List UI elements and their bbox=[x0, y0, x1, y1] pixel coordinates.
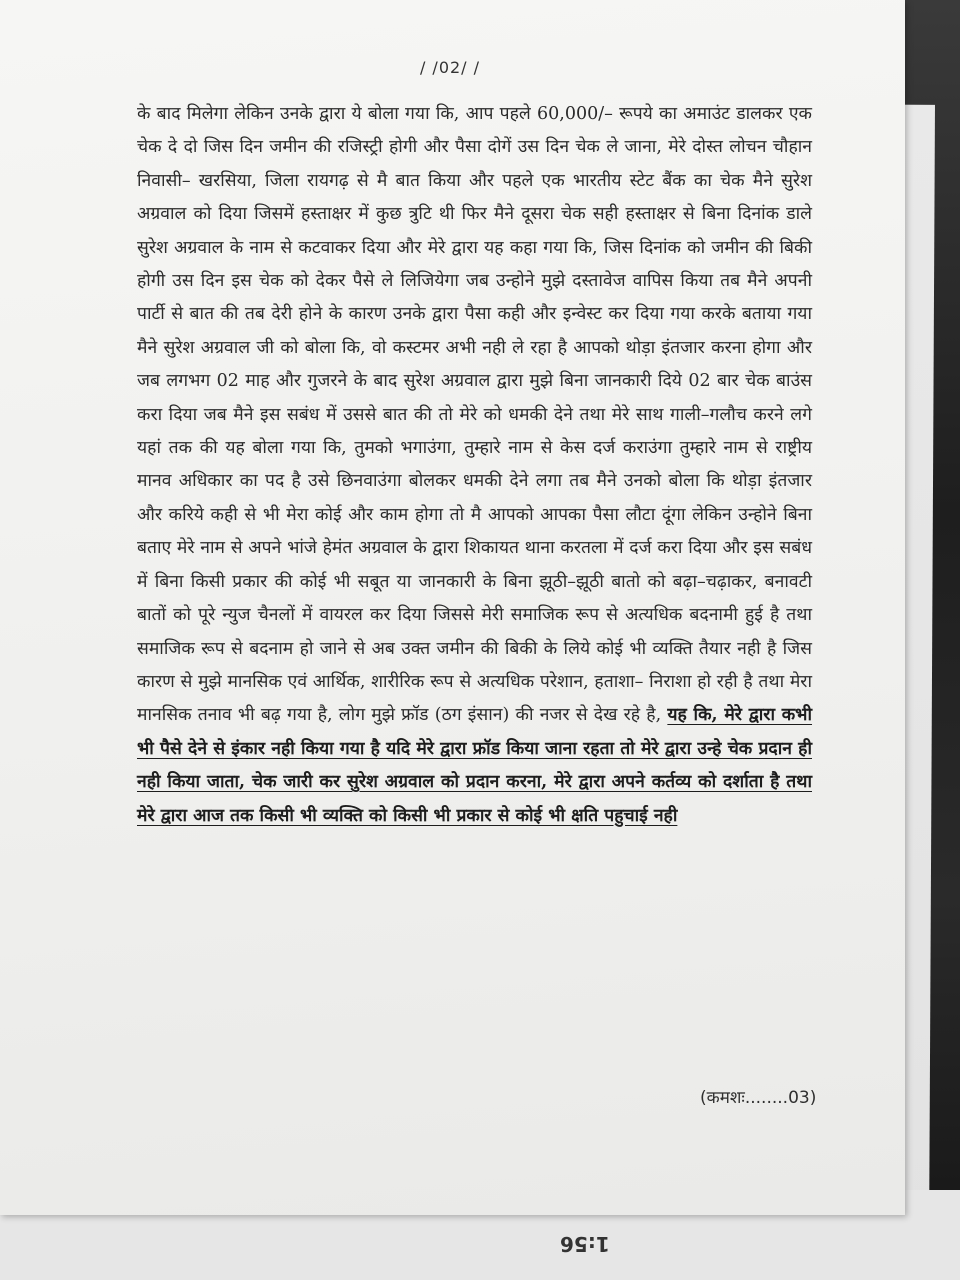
body-underlined-text: यह कि, मेरे द्वारा कभी भी पैसे देने से इंकार नही किया गया है यदि मेरे द्वारा फ्रॉड किया जाना रहता तो मेरे द्वारा उन्हे चेक प्रदान ही नही किया जाता, चेक जारी कर सुरेश अग्रवाल को प्रदान करना, मेरे द्वारा अपने कर्तव्य को दर्शाता है तथा मेरे द्वारा आज तक किसी भी व्यक्ति को किसी भी प्रकार से कोई भी क्षति पहुचाई नही bbox=[137, 705, 813, 826]
body-paragraph bbox=[137, 98, 812, 833]
continuation-note: (कमशः........03) bbox=[700, 1088, 817, 1108]
body-plain-text: के बाद मिलेगा लेकिन उनके द्वारा ये बोला गया कि, आप पहले 60,000/– रूपये का अमाउंट डालकर एक चेक दे दो जिस दिन जमीन की रजिस्ट्री होगी और पैसा दोगें उस दिन चेक ले जाना, मेरे दोस्त लोचन चौहान निवासी– खरसिया, जिला रायगढ़ से मै बात किया और पहले एक भारतीय स्टेट बैंक का चेक मैने सुरेश अग्रवाल को दिया जिसमें हस्ताक्षर में कुछ त्रुटि थी फिर मैने दूसरा चेक सही हस्ताक्षर से बिना दिनांक डाले सुरेश अग्रवाल के नाम से कटवाकर दिया और मेरे द्वारा यह कहा गया कि, जिस दिनांक को जमीन की बिकी होगी उस दिन इस चेक को देकर पैसे ले लिजियेगा जब उन्होने मुझे दस्तावेज वापिस किया तब मैने अपनी पार्टी से बात की तब देरी होने के कारण उनके द्वारा पैसा कही और इन्वेस्ट कर दिया गया करके बताया गया मैने सुरेश अग्रवाल जी को बोला कि, वो कस्टमर अभी नही ले रहा है आपको थोड़ा इंतजार करना होगा और जब लगभग 02 माह और गुजरने के बाद सुरेश अग्रवाल द्वारा मुझे बिना जानकारी दिये 02 बार चेक बाउंस करा दिया जब मैने इस सबंध में उससे बात की तो मेरे को धमकी देने तथा मेरे साथ गाली–गलौच करने लगे यहां तक की यह बोला गया कि, तुमको भगाउंगा, तुम्हारे नाम से केस दर्ज कराउंगा तुम्हारे नाम से राष्ट्रीय मानव अधिकार का पद है उसे छिनवाउंगा बोलकर धमकी देने लगा तब मैने उनको बोला कि थोड़ा इंतजार और करिये कही से भी मेरा कोई और काम होगा तो मै आपको आपका पैसा लौटा दूंगा लेकिन उन्होने बिना बताए मेरे नाम से अपने भांजे हेमंत अग्रवाल के द्वारा शिकायत थाना करतला में दर्ज करा दिया और इस सबंध में बिना किसी प्रकार की कोई भी सबूत या जानकारी के बिना झूठी–झूठी बातो को बढ़ा–चढ़ाकर, बनावटी बातों को पूरे न्युज चैनलों में वायरल कर दिया जिससे मेरी समाजिक रूप से अत्यधिक बदनामी हुई है तथा समाजिक रूप से बदनाम हो जाने से अब उक्त जमीन की बिकी के लिये कोई भी व्यक्ति तैयार नही है जिस कारण से मुझे मानसिक एवं आर्थिक, शारीरिक रूप से अत्यधिक परेशान, हताशा– निराशा हो रही है तथा मेरा मानसिक तनाव भी बढ़ गया है, लोग मुझे फ्रॉड (ठग इंसान) की नजर से देख रहे है, bbox=[137, 104, 812, 726]
page-number: / /02/ / bbox=[419, 58, 481, 77]
reflected-time-overlay: 1:56 bbox=[560, 1232, 610, 1256]
